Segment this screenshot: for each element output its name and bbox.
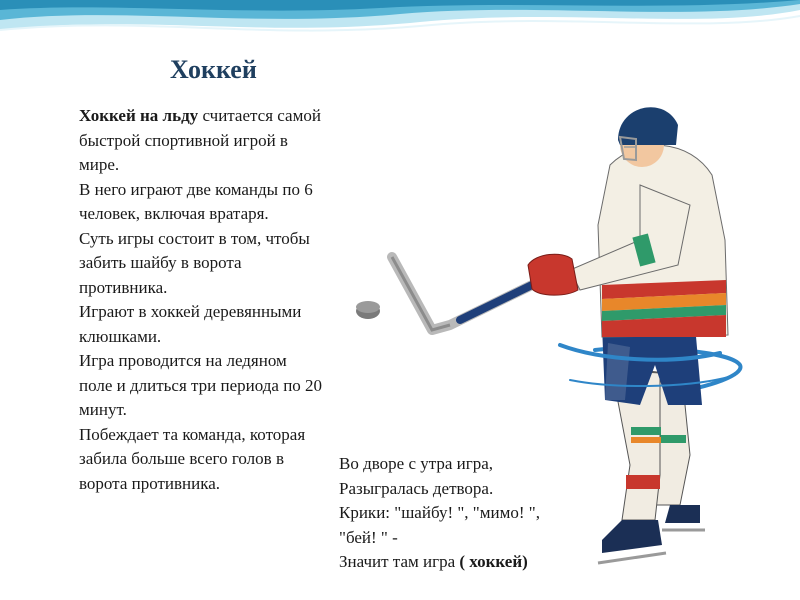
- list-item: [52, 104, 324, 178]
- list-item-bold: Хоккей на льду: [79, 106, 199, 125]
- poem: [339, 452, 599, 575]
- list-item: [52, 227, 324, 301]
- list-item: [52, 178, 324, 227]
- poem-line: [339, 550, 599, 575]
- poem-line: "бей! " -: [339, 527, 398, 547]
- list-item: [52, 300, 324, 349]
- poem-line: Во дворе с утра игра,: [339, 454, 494, 473]
- page-title: Хоккей: [170, 55, 257, 84]
- list-item-text: В него играют две команды по 6 человек, включая вратаря.: [79, 179, 313, 223]
- list-item-text: считается самой быстрой спортивной игрой в мире.: [79, 106, 321, 174]
- list-item: [52, 423, 324, 497]
- poem-line: Крики: "шайбу! ", "мимо! ",: [339, 503, 540, 522]
- list-item-text: Суть игры состоит в том, чтобы забить шайбу в ворота противника.: [79, 228, 310, 297]
- list-item-text: Побеждает та команда, которая забила больше всего голов в ворота противника.: [79, 424, 306, 493]
- header-wave-decoration: [0, 0, 800, 60]
- poem-line-text: Значит там игра: [339, 552, 460, 571]
- list-item-text: Игра проводится на ледяном поле и длиться три периода по 20 минут.: [79, 351, 323, 419]
- poem-answer: ( хоккей): [459, 552, 528, 571]
- list-item: [52, 349, 324, 423]
- list-item-text: Играют в хоккей деревянными клюшками.: [79, 302, 302, 346]
- fact-list: [52, 104, 324, 496]
- poem-line: Разыгралась детвора.: [339, 478, 494, 498]
